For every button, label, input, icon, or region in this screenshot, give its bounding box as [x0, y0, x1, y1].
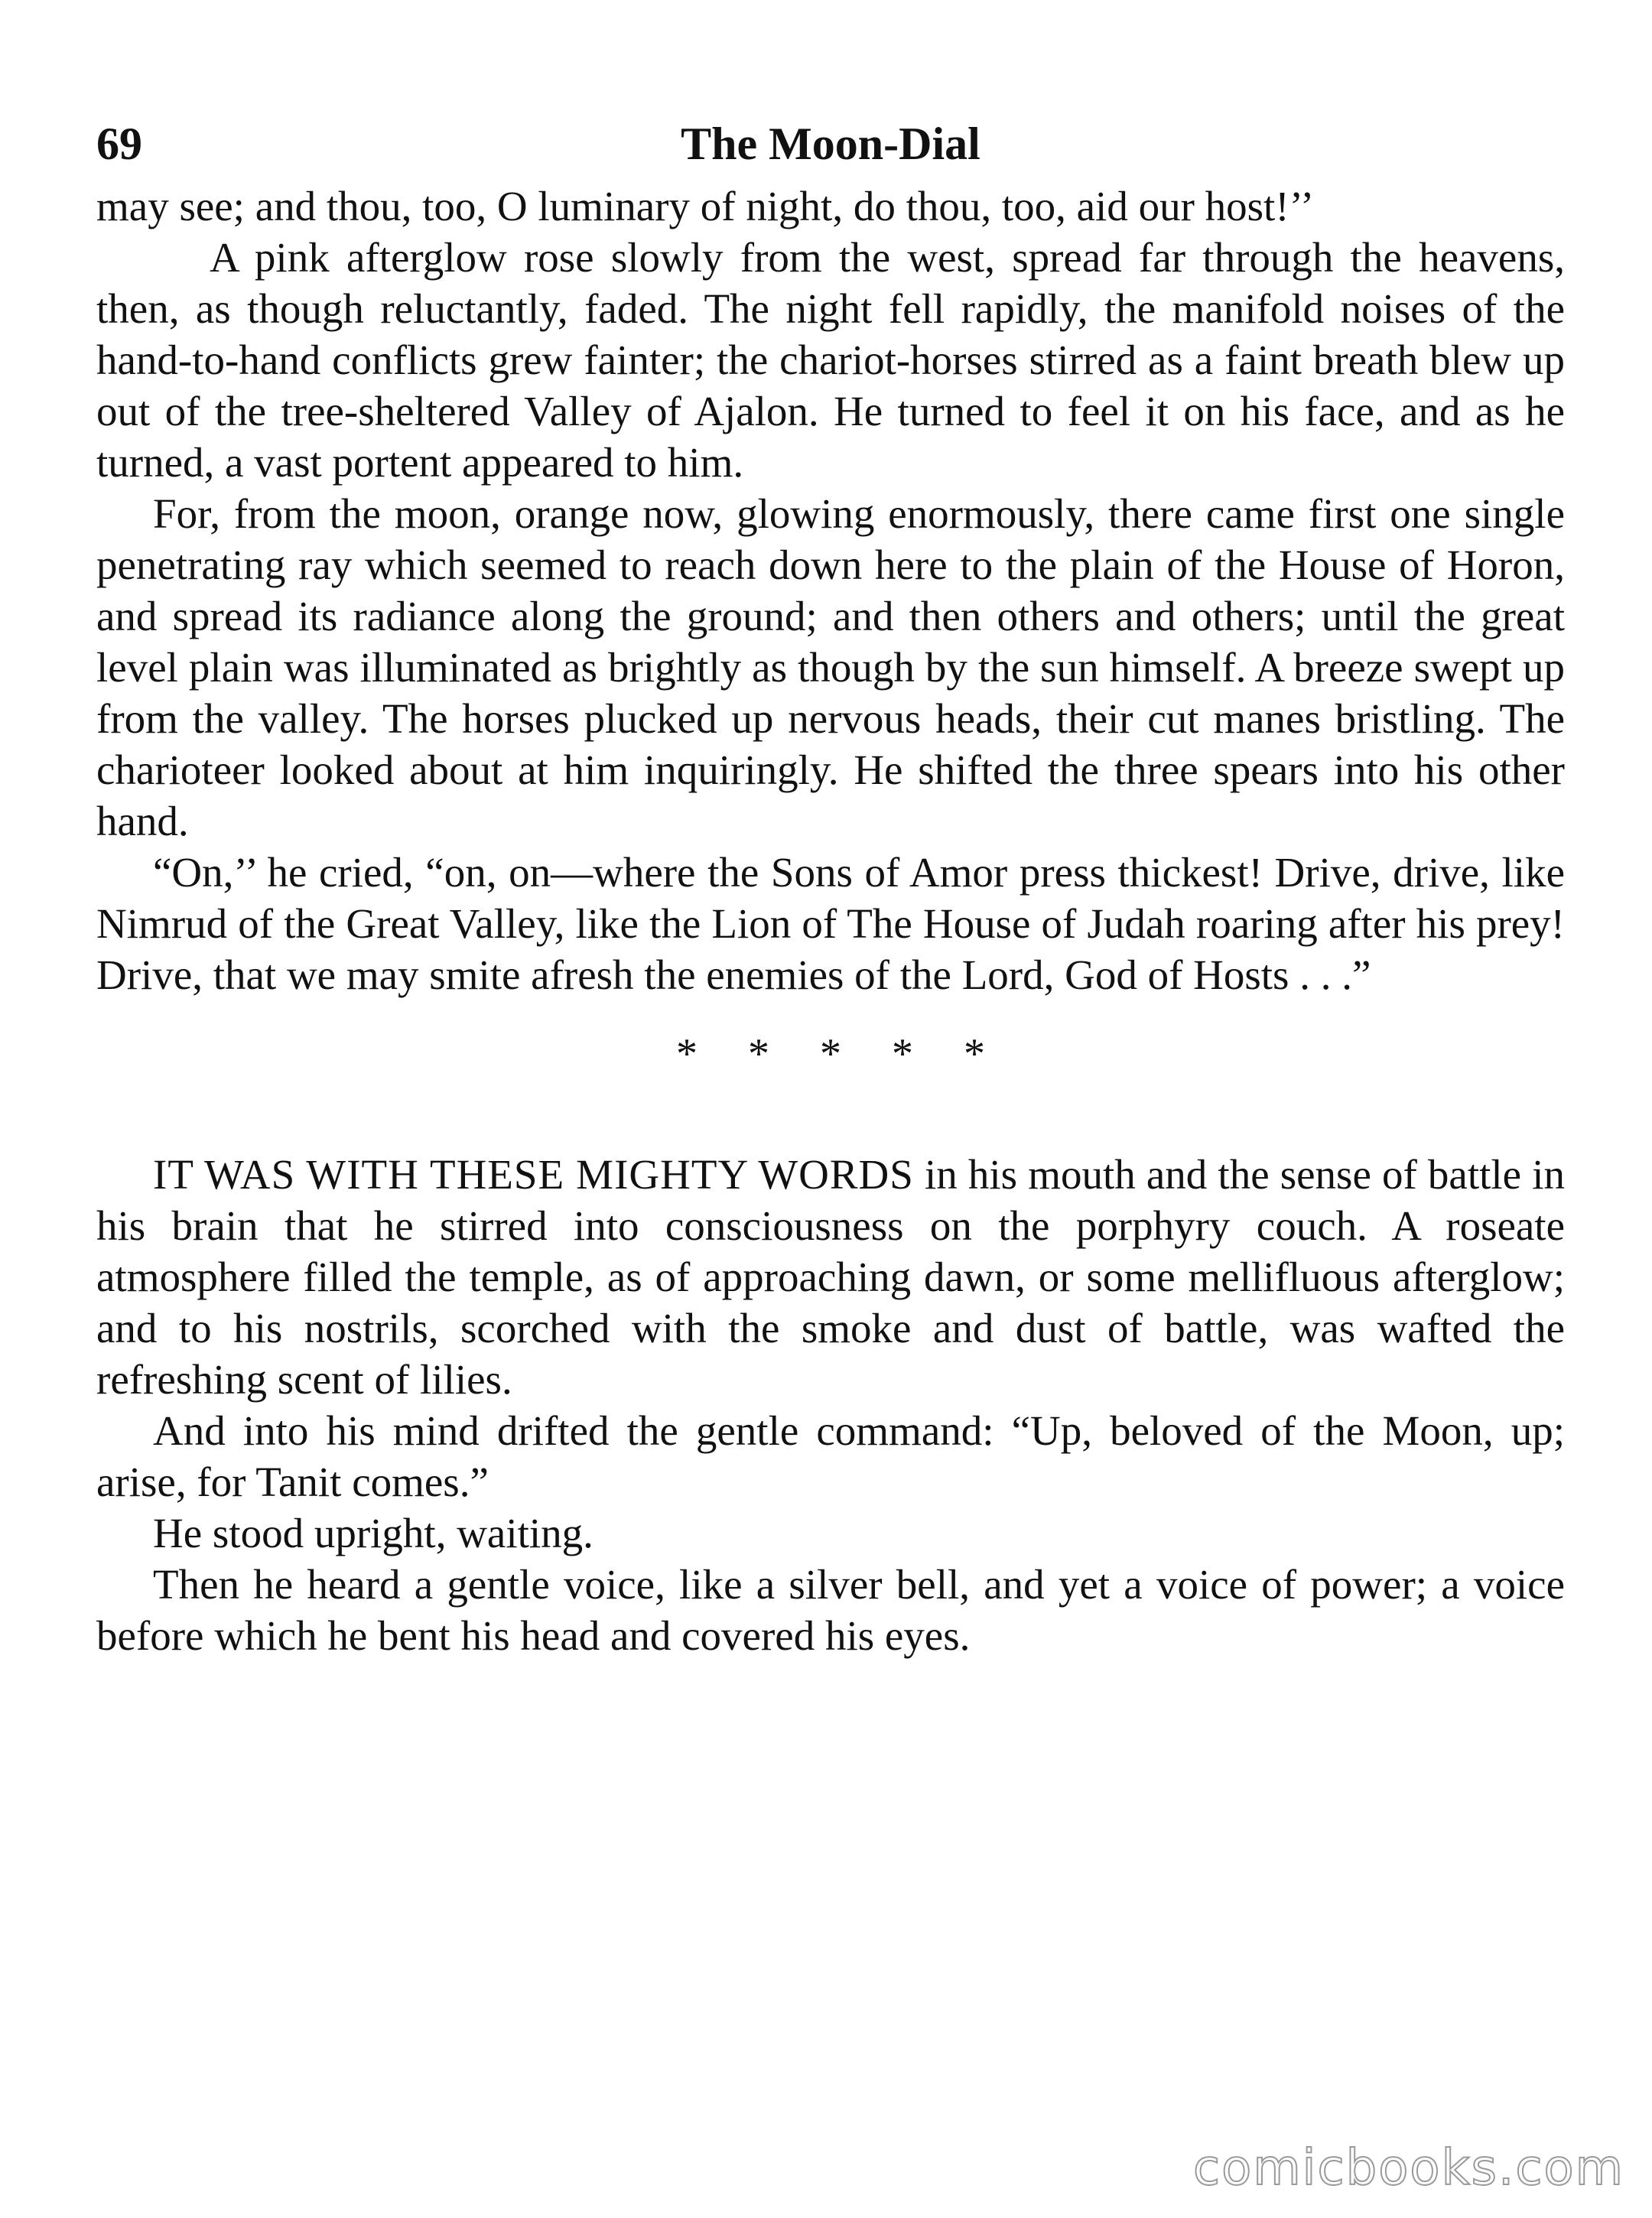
paragraph: “On,’’ he cried, “on, on—where the Sons of Amor press thickest! Drive, drive, like Nimrud of the Great Valley, like the Lion of The House of Judah roaring after his prey! Drive, that we may smite afresh the enemies of the Lord, God of Hosts . . .”	[96, 849, 1565, 998]
running-title: The Moon-Dial	[681, 119, 980, 169]
watermark: comicbooks.com	[1192, 2140, 1624, 2197]
section-lead-caps: IT WAS WITH THESE MIGHTY WORDS	[153, 1151, 914, 1198]
paragraph: may see; and thou, too, O luminary of night, do thou, too, aid our host!’’	[96, 183, 1315, 229]
paragraph: For, from the moon, orange now, glowing enormously, there came first one single penetrating ray which seemed to reach down here to the plain of the House of Horon, and spread its radiance along the ground; and then others and others; until the great level plain was illuminated as brightly as though by the sun himself. A breeze swept up from the valley. The horses plucked up nervous heads, their cut manes bristling. The charioteer looked about at him inquiringly. He shifted the three spears into his other hand.	[96, 490, 1565, 844]
book-page	[96, 107, 1565, 1661]
paragraph: Then he heard a gentle voice, like a silver bell, and yet a voice of power; a voice before which he bent his head and covered his eyes.	[96, 1561, 1565, 1659]
paragraph-text: in his mouth and the sense of battle in his brain that he stirred into consciousness on the porphyry couch. A roseate atmosphere filled the temple, as of approaching dawn, or some mellifluous afterglow; and to his nostrils, scorched with the smoke and dust of battle, was wafted the refreshing scent of lilies.	[96, 1151, 1565, 1403]
paragraph: He stood upright, waiting.	[153, 1510, 593, 1556]
section-break: * * * * *	[676, 1030, 985, 1078]
page-number: 69	[96, 119, 142, 169]
body-text	[96, 180, 1565, 1661]
page-header	[96, 107, 1565, 180]
paragraph: And into his mind drifted the gentle command: “Up, beloved of the Moon, up; arise, for Tanit comes.”	[96, 1407, 1565, 1505]
section-opening-paragraph	[96, 1149, 1565, 1405]
paragraph: A pink afterglow rose slowly from the west, spread far through the heavens, then, as though reluctantly, faded. The night fell rapidly, the manifold noises of the hand-to-hand conflicts grew fainter; the chariot-horses stirred as a faint breath blew up out of the tree-sheltered Valley of Ajalon. He turned to feel it on his face, and as he turned, a vast portent appeared to him.	[96, 234, 1565, 486]
